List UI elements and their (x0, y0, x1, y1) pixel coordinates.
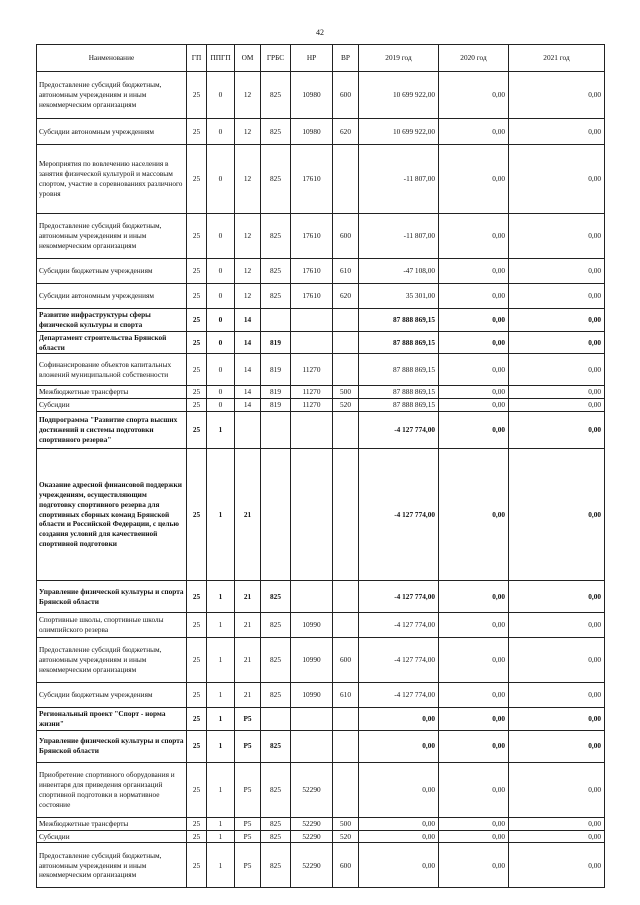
cell-vr: 500 (333, 386, 359, 399)
cell-grbs: 825 (261, 613, 291, 638)
cell-gp: 25 (187, 730, 207, 762)
cell-2020: 0,00 (439, 817, 509, 830)
cell-grbs: 825 (261, 762, 291, 817)
cell-grbs: 825 (261, 581, 291, 613)
cell-gp: 25 (187, 762, 207, 817)
cell-om: 12 (235, 284, 261, 309)
cell-gp: 25 (187, 449, 207, 581)
cell-nr: 10980 (291, 119, 333, 145)
cell-vr (333, 581, 359, 613)
cell-om: 21 (235, 683, 261, 708)
cell-ppgp: 1 (207, 830, 235, 843)
cell-ppgp: 1 (207, 817, 235, 830)
cell-ppgp: 0 (207, 214, 235, 259)
cell-grbs: 825 (261, 145, 291, 214)
cell-vr: 600 (333, 638, 359, 683)
table-row (37, 730, 605, 762)
row-name: Приобретение спортивного оборудования и инвентаря для приведения организаций спортивной подготовки в нормативное состояние (37, 762, 187, 817)
row-name: Субсидии бюджетным учреждениям (37, 259, 187, 284)
cell-2019: 0,00 (359, 762, 439, 817)
cell-gp: 25 (187, 843, 207, 888)
cell-nr (291, 331, 333, 354)
cell-nr (291, 309, 333, 332)
cell-2021: 0,00 (509, 708, 605, 731)
cell-grbs: 819 (261, 399, 291, 412)
table-row (37, 638, 605, 683)
table-row (37, 386, 605, 399)
table-row (37, 449, 605, 581)
cell-gp: 25 (187, 331, 207, 354)
cell-vr: 600 (333, 214, 359, 259)
cell-ppgp: 0 (207, 386, 235, 399)
cell-gp: 25 (187, 386, 207, 399)
cell-nr: 52290 (291, 762, 333, 817)
row-name: Развитие инфраструктуры сферы физической культуры и спорта (37, 309, 187, 332)
cell-om: Р5 (235, 843, 261, 888)
cell-ppgp: 1 (207, 613, 235, 638)
cell-vr (333, 449, 359, 581)
cell-nr: 11270 (291, 354, 333, 386)
cell-grbs: 825 (261, 730, 291, 762)
cell-2021: 0,00 (509, 843, 605, 888)
table-row (37, 843, 605, 888)
cell-2020: 0,00 (439, 354, 509, 386)
cell-2021: 0,00 (509, 613, 605, 638)
row-name: Департамент строительства Брянской области (37, 331, 187, 354)
cell-2019: -4 127 774,00 (359, 638, 439, 683)
table-row (37, 708, 605, 731)
cell-om: 12 (235, 145, 261, 214)
cell-ppgp: 0 (207, 72, 235, 119)
cell-2019: 0,00 (359, 830, 439, 843)
cell-2021: 0,00 (509, 683, 605, 708)
column-header: 2021 год (509, 45, 605, 72)
cell-ppgp: 1 (207, 581, 235, 613)
cell-vr (333, 730, 359, 762)
cell-om (235, 412, 261, 449)
cell-grbs: 819 (261, 331, 291, 354)
cell-nr (291, 730, 333, 762)
cell-nr (291, 708, 333, 731)
cell-ppgp: 0 (207, 354, 235, 386)
cell-gp: 25 (187, 412, 207, 449)
cell-om: 21 (235, 613, 261, 638)
cell-2019: -4 127 774,00 (359, 581, 439, 613)
cell-nr: 10980 (291, 72, 333, 119)
row-name: Региональный проект "Спорт - норма жизни" (37, 708, 187, 731)
cell-grbs: 825 (261, 214, 291, 259)
cell-2021: 0,00 (509, 581, 605, 613)
cell-om: 14 (235, 399, 261, 412)
column-header: 2020 год (439, 45, 509, 72)
table-header-row (37, 45, 605, 72)
cell-2019: 0,00 (359, 843, 439, 888)
cell-nr: 17610 (291, 214, 333, 259)
table-row (37, 331, 605, 354)
cell-2021: 0,00 (509, 638, 605, 683)
cell-vr: 600 (333, 843, 359, 888)
cell-nr: 11270 (291, 399, 333, 412)
table-row (37, 354, 605, 386)
cell-grbs: 825 (261, 259, 291, 284)
column-header: ГП (187, 45, 207, 72)
cell-2019: 87 888 869,15 (359, 354, 439, 386)
table-row (37, 309, 605, 332)
cell-grbs (261, 449, 291, 581)
row-name: Предоставление субсидий бюджетным, автономным учреждениям и иным некоммерческим организациям (37, 638, 187, 683)
cell-grbs: 825 (261, 638, 291, 683)
cell-2020: 0,00 (439, 119, 509, 145)
cell-gp: 25 (187, 613, 207, 638)
cell-2021: 0,00 (509, 730, 605, 762)
cell-vr (333, 309, 359, 332)
cell-nr: 17610 (291, 284, 333, 309)
column-header: ОМ (235, 45, 261, 72)
table-row (37, 762, 605, 817)
cell-om: 12 (235, 72, 261, 119)
table-row (37, 412, 605, 449)
cell-2021: 0,00 (509, 449, 605, 581)
cell-vr (333, 412, 359, 449)
table-row (37, 259, 605, 284)
cell-2020: 0,00 (439, 730, 509, 762)
cell-gp: 25 (187, 581, 207, 613)
cell-2021: 0,00 (509, 331, 605, 354)
cell-grbs: 825 (261, 830, 291, 843)
row-name: Оказание адресной финансовой поддержки учреждениям, осуществляющим подготовку спортивного резерва для спортивных сборных команд Брянской области и Российской Федерации, с целью создания условий для качественной спортивной подготовки (37, 449, 187, 581)
cell-om: Р5 (235, 730, 261, 762)
cell-2020: 0,00 (439, 145, 509, 214)
cell-2020: 0,00 (439, 331, 509, 354)
cell-2019: -11 807,00 (359, 214, 439, 259)
row-name: Предоставление субсидий бюджетным, автономным учреждениям и иным некоммерческим организациям (37, 214, 187, 259)
cell-vr (333, 613, 359, 638)
cell-ppgp: 1 (207, 638, 235, 683)
cell-om: 21 (235, 581, 261, 613)
cell-gp: 25 (187, 214, 207, 259)
cell-om: 14 (235, 386, 261, 399)
cell-ppgp: 1 (207, 683, 235, 708)
cell-2021: 0,00 (509, 354, 605, 386)
cell-nr: 17610 (291, 259, 333, 284)
row-name: Субсидии (37, 830, 187, 843)
cell-vr: 600 (333, 72, 359, 119)
column-header: ВР (333, 45, 359, 72)
cell-2021: 0,00 (509, 817, 605, 830)
cell-grbs: 825 (261, 683, 291, 708)
cell-nr: 10990 (291, 638, 333, 683)
cell-2021: 0,00 (509, 412, 605, 449)
cell-2019: -4 127 774,00 (359, 412, 439, 449)
cell-grbs (261, 708, 291, 731)
cell-ppgp: 0 (207, 399, 235, 412)
row-name: Софинансирование объектов капитальных вложений муниципальной собственности (37, 354, 187, 386)
row-name: Предоставление субсидий бюджетным, автономным учреждениям и иным некоммерческим организациям (37, 843, 187, 888)
cell-ppgp: 0 (207, 259, 235, 284)
cell-2019: 0,00 (359, 817, 439, 830)
cell-2019: 0,00 (359, 708, 439, 731)
cell-vr: 610 (333, 683, 359, 708)
cell-2019: 87 888 869,15 (359, 331, 439, 354)
row-name: Управление физической культуры и спорта Брянской области (37, 581, 187, 613)
cell-2019: 87 888 869,15 (359, 386, 439, 399)
cell-gp: 25 (187, 683, 207, 708)
table-row (37, 399, 605, 412)
cell-vr: 620 (333, 119, 359, 145)
cell-grbs: 825 (261, 284, 291, 309)
cell-nr: 52290 (291, 830, 333, 843)
cell-gp: 25 (187, 284, 207, 309)
cell-nr: 52290 (291, 817, 333, 830)
cell-om: 14 (235, 331, 261, 354)
cell-grbs: 825 (261, 817, 291, 830)
cell-om: 12 (235, 119, 261, 145)
cell-gp: 25 (187, 638, 207, 683)
cell-gp: 25 (187, 399, 207, 412)
row-name: Подпрограмма "Развитие спорта высших достижений и системы подготовки спортивного резерва" (37, 412, 187, 449)
cell-grbs: 825 (261, 72, 291, 119)
budget-table (36, 44, 605, 888)
cell-vr (333, 354, 359, 386)
row-name: Межбюджетные трансферты (37, 386, 187, 399)
table-row (37, 119, 605, 145)
cell-2020: 0,00 (439, 399, 509, 412)
table-row (37, 817, 605, 830)
table-row (37, 72, 605, 119)
cell-vr (333, 708, 359, 731)
cell-2021: 0,00 (509, 284, 605, 309)
cell-gp: 25 (187, 72, 207, 119)
cell-om: 12 (235, 214, 261, 259)
cell-om: 12 (235, 259, 261, 284)
cell-ppgp: 1 (207, 412, 235, 449)
table-row (37, 613, 605, 638)
row-name: Субсидии бюджетным учреждениям (37, 683, 187, 708)
cell-2020: 0,00 (439, 708, 509, 731)
cell-nr (291, 412, 333, 449)
cell-gp: 25 (187, 708, 207, 731)
cell-2019: 87 888 869,15 (359, 399, 439, 412)
row-name: Мероприятия по вовлечению населения в занятия физической культурой и массовым спортом, участие в соревнованиях различного уровня (37, 145, 187, 214)
cell-ppgp: 0 (207, 309, 235, 332)
cell-grbs: 819 (261, 386, 291, 399)
column-header: ГРБС (261, 45, 291, 72)
cell-2019: -4 127 774,00 (359, 613, 439, 638)
cell-gp: 25 (187, 830, 207, 843)
page-number: 42 (316, 28, 324, 37)
table-row (37, 214, 605, 259)
table-row (37, 145, 605, 214)
cell-2020: 0,00 (439, 386, 509, 399)
row-name: Межбюджетные трансферты (37, 817, 187, 830)
cell-vr: 520 (333, 399, 359, 412)
row-name: Спортивные школы, спортивные школы олимпийского резерва (37, 613, 187, 638)
column-header: Наименование (37, 45, 187, 72)
cell-grbs (261, 412, 291, 449)
cell-nr: 17610 (291, 145, 333, 214)
cell-gp: 25 (187, 817, 207, 830)
cell-2021: 0,00 (509, 214, 605, 259)
cell-2020: 0,00 (439, 830, 509, 843)
cell-grbs (261, 309, 291, 332)
cell-nr (291, 581, 333, 613)
cell-om: Р5 (235, 830, 261, 843)
cell-vr (333, 145, 359, 214)
column-header: НР (291, 45, 333, 72)
cell-2020: 0,00 (439, 412, 509, 449)
cell-gp: 25 (187, 309, 207, 332)
cell-2020: 0,00 (439, 214, 509, 259)
cell-nr: 10990 (291, 683, 333, 708)
cell-vr: 610 (333, 259, 359, 284)
cell-2019: 10 699 922,00 (359, 72, 439, 119)
row-name: Субсидии автономным учреждениям (37, 119, 187, 145)
cell-ppgp: 0 (207, 119, 235, 145)
cell-2021: 0,00 (509, 145, 605, 214)
row-name: Предоставление субсидий бюджетным, автономным учреждениям и иным некоммерческим организациям (37, 72, 187, 119)
row-name: Управление физической культуры и спорта Брянской области (37, 730, 187, 762)
cell-om: 21 (235, 638, 261, 683)
table-row (37, 581, 605, 613)
cell-vr (333, 762, 359, 817)
cell-om: 14 (235, 354, 261, 386)
cell-vr (333, 331, 359, 354)
cell-2019: 0,00 (359, 730, 439, 762)
column-header: 2019 год (359, 45, 439, 72)
cell-2020: 0,00 (439, 638, 509, 683)
cell-om: Р5 (235, 708, 261, 731)
cell-2020: 0,00 (439, 683, 509, 708)
cell-vr: 620 (333, 284, 359, 309)
cell-grbs: 819 (261, 354, 291, 386)
cell-2020: 0,00 (439, 72, 509, 119)
table-row (37, 683, 605, 708)
cell-ppgp: 1 (207, 449, 235, 581)
cell-nr: 11270 (291, 386, 333, 399)
cell-2019: 87 888 869,15 (359, 309, 439, 332)
cell-2019: -11 807,00 (359, 145, 439, 214)
cell-nr: 52290 (291, 843, 333, 888)
column-header: ППГП (207, 45, 235, 72)
cell-2019: -4 127 774,00 (359, 683, 439, 708)
cell-2019: 10 699 922,00 (359, 119, 439, 145)
cell-ppgp: 1 (207, 708, 235, 731)
cell-ppgp: 1 (207, 843, 235, 888)
cell-2021: 0,00 (509, 309, 605, 332)
table-row (37, 830, 605, 843)
cell-grbs: 825 (261, 119, 291, 145)
cell-gp: 25 (187, 145, 207, 214)
cell-om: Р5 (235, 817, 261, 830)
cell-2019: -4 127 774,00 (359, 449, 439, 581)
row-name: Субсидии (37, 399, 187, 412)
cell-om: 14 (235, 309, 261, 332)
cell-2019: -47 108,00 (359, 259, 439, 284)
cell-2020: 0,00 (439, 449, 509, 581)
cell-nr (291, 449, 333, 581)
cell-gp: 25 (187, 259, 207, 284)
cell-2020: 0,00 (439, 762, 509, 817)
cell-ppgp: 1 (207, 762, 235, 817)
cell-om: 21 (235, 449, 261, 581)
cell-gp: 25 (187, 354, 207, 386)
cell-ppgp: 0 (207, 284, 235, 309)
cell-2020: 0,00 (439, 259, 509, 284)
cell-vr: 520 (333, 830, 359, 843)
table-row (37, 284, 605, 309)
cell-2021: 0,00 (509, 386, 605, 399)
cell-ppgp: 0 (207, 145, 235, 214)
cell-gp: 25 (187, 119, 207, 145)
cell-om: Р5 (235, 762, 261, 817)
cell-2021: 0,00 (509, 72, 605, 119)
cell-2020: 0,00 (439, 284, 509, 309)
cell-2021: 0,00 (509, 762, 605, 817)
cell-2020: 0,00 (439, 613, 509, 638)
cell-vr: 500 (333, 817, 359, 830)
cell-grbs: 825 (261, 843, 291, 888)
cell-ppgp: 0 (207, 331, 235, 354)
cell-2020: 0,00 (439, 309, 509, 332)
cell-2020: 0,00 (439, 581, 509, 613)
cell-ppgp: 1 (207, 730, 235, 762)
cell-2021: 0,00 (509, 259, 605, 284)
cell-2021: 0,00 (509, 830, 605, 843)
cell-2021: 0,00 (509, 399, 605, 412)
cell-2019: 35 301,00 (359, 284, 439, 309)
cell-nr: 10990 (291, 613, 333, 638)
cell-2020: 0,00 (439, 843, 509, 888)
row-name: Субсидии автономным учреждениям (37, 284, 187, 309)
cell-2021: 0,00 (509, 119, 605, 145)
